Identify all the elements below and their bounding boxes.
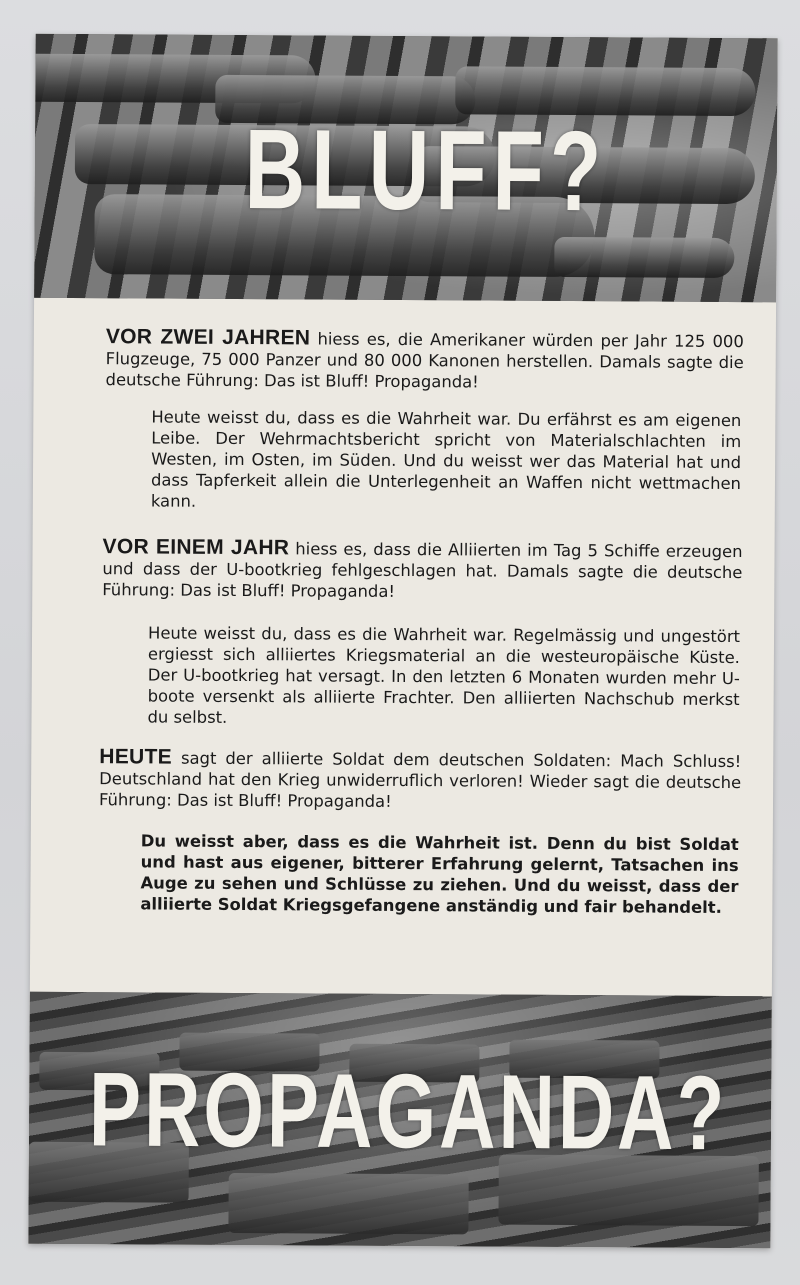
section-du-weisst-aber (140, 830, 739, 918)
section-text: sagt der alliierte Soldat dem deutschen Soldaten: Mach Schluss! Deutschland hat den Krieg unwiderruflich verloren! Wieder sagt die deutsche Führung: Das ist Bluff! Propaganda! (98, 748, 742, 811)
section-text: hiess es, die Amerikaner würden per Jahr 125 000 Flugzeuge, 75 000 Panzer und 80 000 Kanonen herstellen. Damals sagte die deutsche Führung: Das ist Bluff! Propaganda! (105, 329, 744, 392)
propaganda-leaflet (28, 34, 777, 1249)
section-vor-einem-jahr (102, 536, 742, 604)
headline-bluff: BLUFF? (244, 105, 608, 235)
section-heute (99, 746, 741, 814)
section-text: Du weisst aber, dass es die Wahrheit ist. Denn du bist Soldat und hast aus eigener, bitterer Erfahrung gelernt, Tatsachen ins Auge zu sehen und Schlüsse zu ziehen. Und du weisst, dass der alliierte Soldat Kriegsgefangene anständig und fair behandelt. (140, 831, 739, 917)
section-vor-zwei-jahren (106, 326, 744, 394)
section-text: Heute weisst du, dass es die Wahrheit war. Regelmässig und ungestört ergiesst sich alliiertes Kriegsmaterial an die westeuropäische Küste. Der U-bootkrieg hat versagt. In den letzten 6 Monaten wurden mehr U-boote versenkt als alliierte Frachter. Den alliierten Nachschub merkst du selbst. (147, 623, 741, 727)
section-text: Heute weisst du, dass es die Wahrheit war. Du erfährst es am eigenen Leibe. Der Wehrmachtsbericht spricht von Materialschlachten im Westen, im Osten, im Süden. Und du weisst wer das Material hat und dass Tapferkeit allein die Unterlegenheit an Waffen nicht wettmachen kann. (150, 407, 742, 511)
section-heute-weisst-du-2 (147, 622, 740, 731)
section-text: hiess es, dass die Alliierten im Tag 5 Schiffe erzeugen und dass der U-bootkrieg fehlgeschlagen hat. Damals sagte die deutsche Führung: Das ist Bluff! Propaganda! (102, 539, 743, 601)
section-lead: VOR ZWEI JAHREN (105, 325, 311, 350)
section-lead: VOR EINEM JAHR (102, 535, 290, 560)
headline-propaganda: PROPAGANDA? (88, 1049, 728, 1173)
section-lead: HEUTE (99, 745, 173, 769)
section-heute-weisst-du-1 (151, 406, 742, 515)
